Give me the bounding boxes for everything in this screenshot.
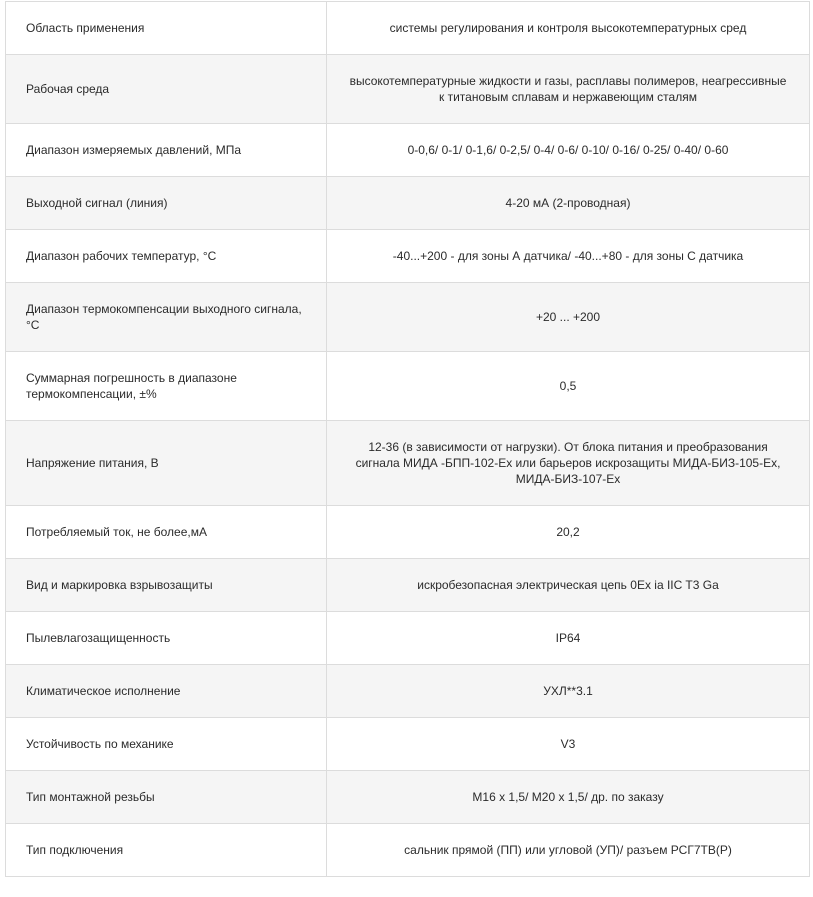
table-row <box>6 230 810 283</box>
value-cell: сальник прямой (ПП) или угловой (УП)/ разъем РСГ7ТВ(Р) <box>327 824 810 877</box>
param-cell: Суммарная погрешность в диапазоне термокомпенсации, ±% <box>6 352 327 421</box>
value-cell: IP64 <box>327 612 810 665</box>
value-cell: 12-36 (в зависимости от нагрузки). От блока питания и преобразования сигнала МИДА -БПП-102-Ех или барьеров искрозащиты МИДА-БИЗ-105-Ех, МИДА-БИЗ-107-Ех <box>327 421 810 506</box>
value-cell: высокотемпературные жидкости и газы, расплавы полимеров, неагрессивные к титановым сплавам и нержавеющим сталям <box>327 55 810 124</box>
param-cell: Климатическое исполнение <box>6 665 327 718</box>
table-row <box>6 55 810 124</box>
spec-table <box>5 1 810 877</box>
value-cell: искробезопасная электрическая цепь 0Ex ia IIC T3 Ga <box>327 559 810 612</box>
table-row <box>6 771 810 824</box>
table-row <box>6 824 810 877</box>
table-row <box>6 506 810 559</box>
table-row <box>6 718 810 771</box>
value-cell: V3 <box>327 718 810 771</box>
value-cell: системы регулирования и контроля высокотемпературных сред <box>327 2 810 55</box>
param-cell: Диапазон рабочих температур, °С <box>6 230 327 283</box>
param-cell: Тип монтажной резьбы <box>6 771 327 824</box>
table-row <box>6 559 810 612</box>
param-cell: Область применения <box>6 2 327 55</box>
value-cell: 4-20 мА (2-проводная) <box>327 177 810 230</box>
param-cell: Напряжение питания, В <box>6 421 327 506</box>
table-row <box>6 665 810 718</box>
table-row <box>6 283 810 352</box>
value-cell: 0-0,6/ 0-1/ 0-1,6/ 0-2,5/ 0-4/ 0-6/ 0-10/ 0-16/ 0-25/ 0-40/ 0-60 <box>327 124 810 177</box>
param-cell: Тип подключения <box>6 824 327 877</box>
param-cell: Потребляемый ток, не более,мА <box>6 506 327 559</box>
param-cell: Диапазон измеряемых давлений, МПа <box>6 124 327 177</box>
param-cell: Вид и маркировка взрывозащиты <box>6 559 327 612</box>
table-row <box>6 352 810 421</box>
value-cell: 0,5 <box>327 352 810 421</box>
table-row <box>6 177 810 230</box>
table-row <box>6 2 810 55</box>
value-cell: УХЛ**3.1 <box>327 665 810 718</box>
param-cell: Выходной сигнал (линия) <box>6 177 327 230</box>
param-cell: Устойчивость по механике <box>6 718 327 771</box>
table-row <box>6 124 810 177</box>
value-cell: 20,2 <box>327 506 810 559</box>
value-cell: М16 х 1,5/ М20 х 1,5/ др. по заказу <box>327 771 810 824</box>
param-cell: Пылевлагозащищенность <box>6 612 327 665</box>
table-row <box>6 612 810 665</box>
value-cell: +20 ... +200 <box>327 283 810 352</box>
table-row <box>6 421 810 506</box>
param-cell: Рабочая среда <box>6 55 327 124</box>
value-cell: -40...+200 - для зоны А датчика/ -40...+80 - для зоны С датчика <box>327 230 810 283</box>
param-cell: Диапазон термокомпенсации выходного сигнала, °С <box>6 283 327 352</box>
